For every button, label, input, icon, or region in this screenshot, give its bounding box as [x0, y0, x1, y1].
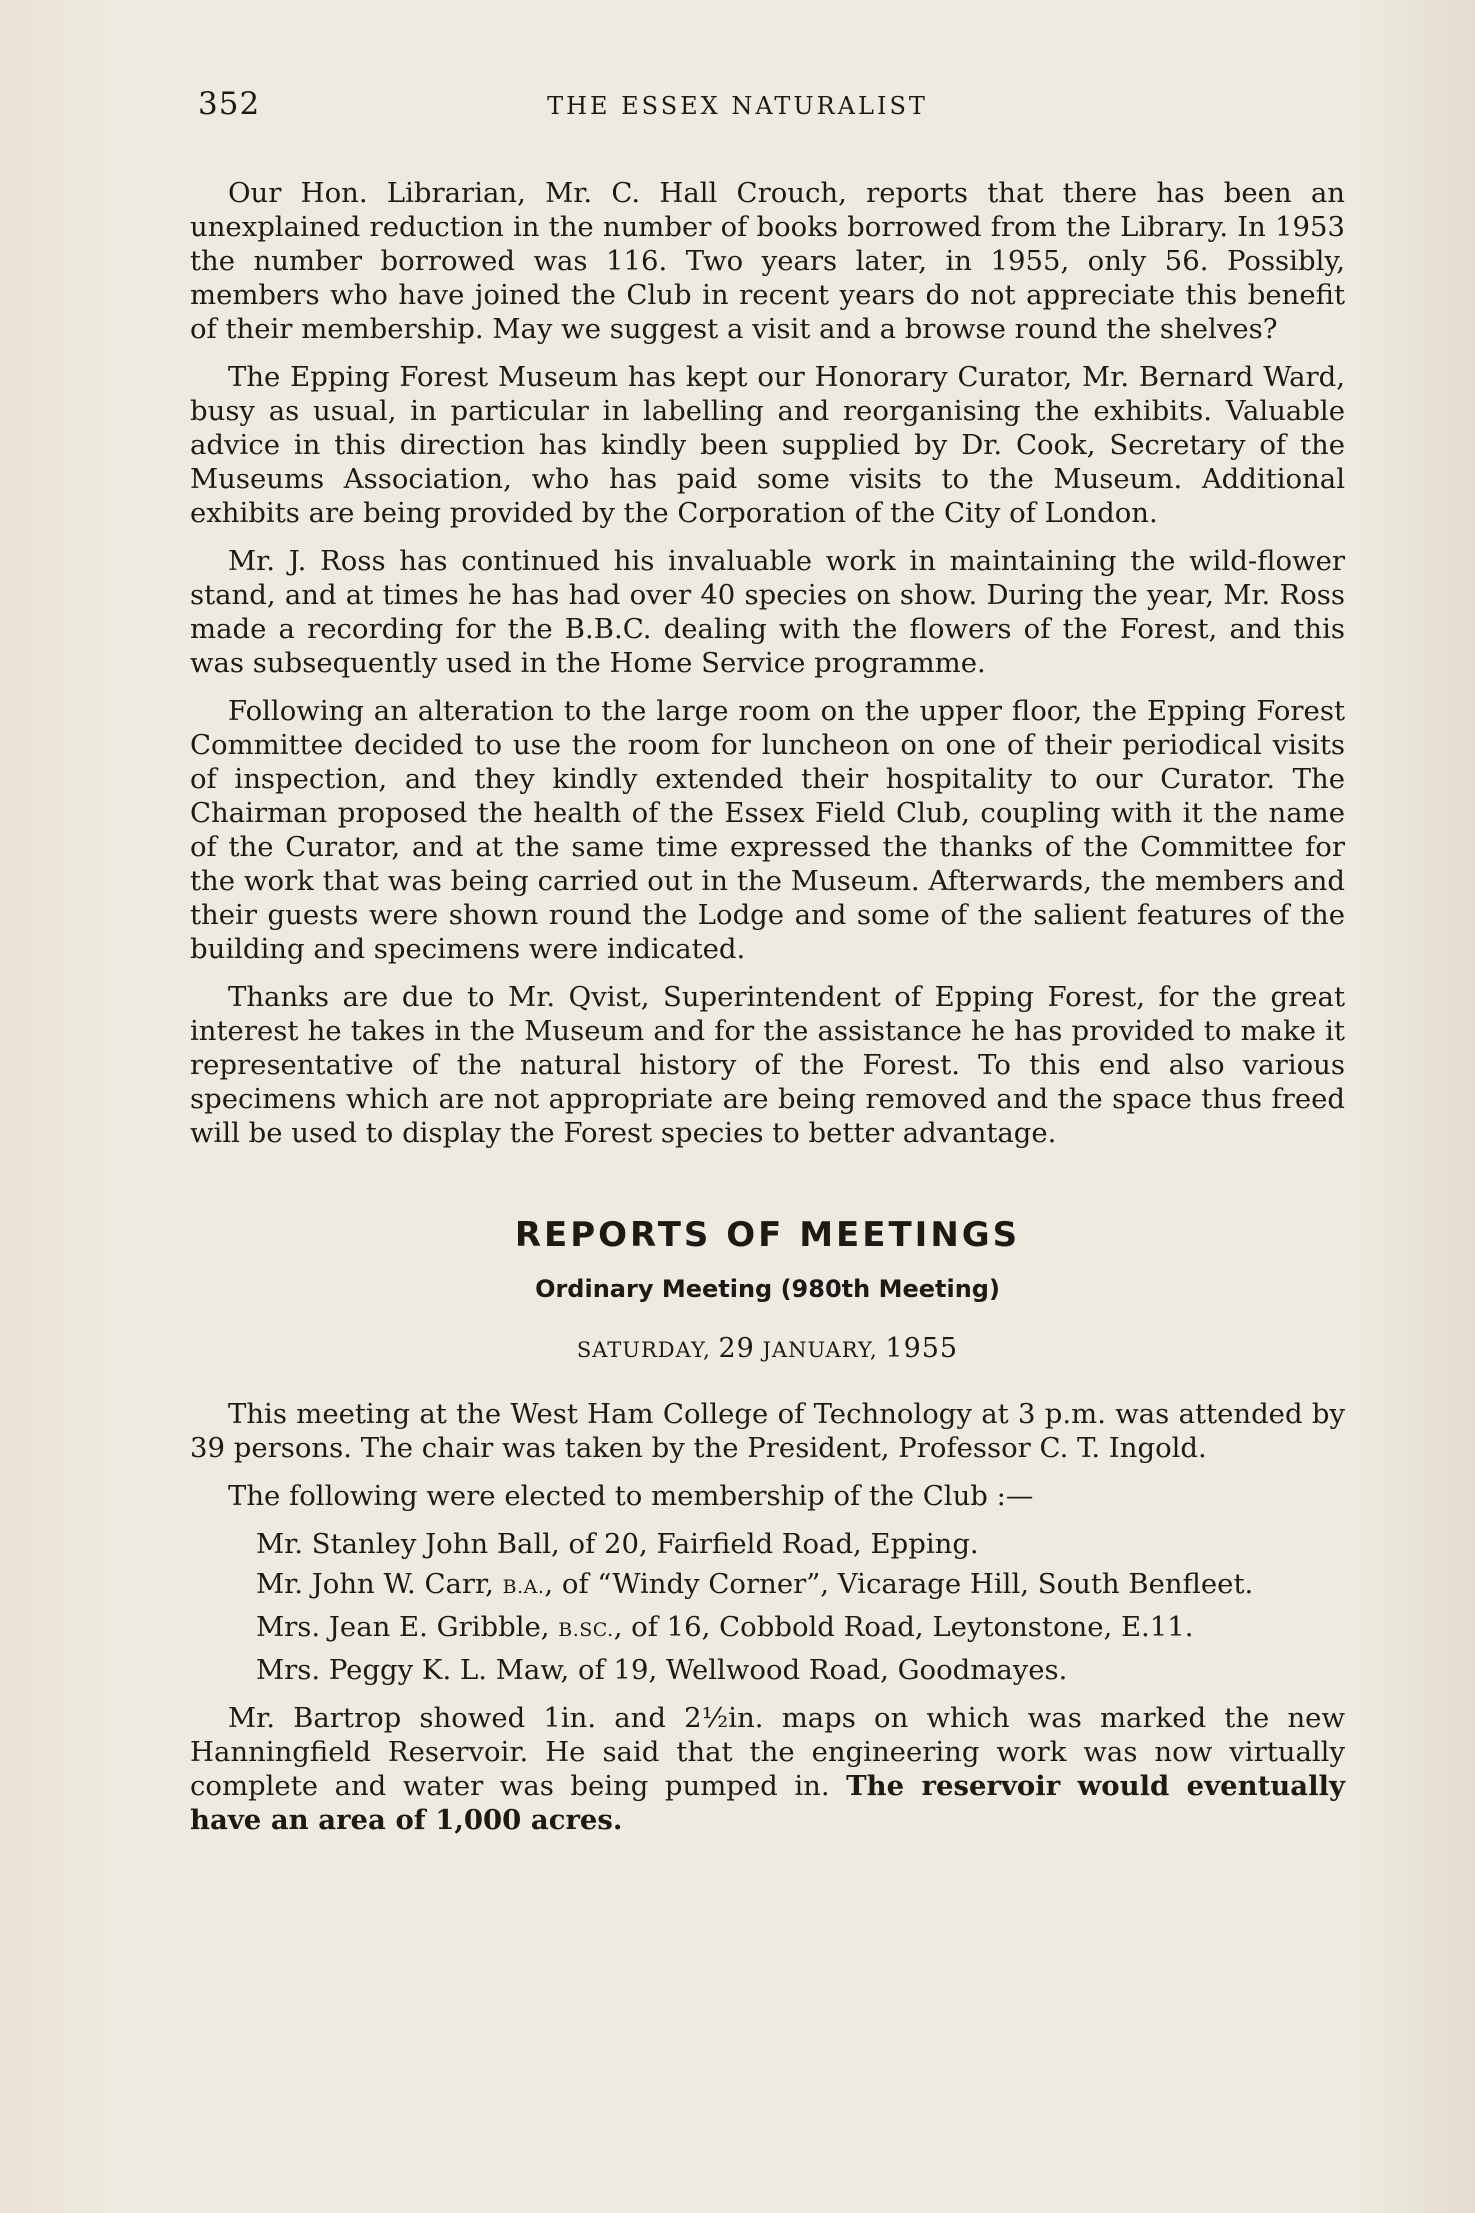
member-address: , of 16, Cobbold Road, Leytonstone, E.11. [613, 1611, 1194, 1643]
paragraph-reservoir [190, 1701, 1345, 1837]
member-text: Mr. Stanley John Ball, of 20, Fairfield Road, Epping. [256, 1528, 979, 1560]
member-text: Mr. John W. Carr, [256, 1568, 503, 1600]
date-year: 1955 [885, 1333, 959, 1364]
meeting-title: Ordinary Meeting (980th Meeting) [535, 1275, 1000, 1303]
paragraph-thanks: Thanks are due to Mr. Qvist, Superintendent of Epping Forest, for the great interest he takes in the Museum and for the assistance he has provided to make it representative of the natural history of the Forest. To this end also various specimens which are not appropriate are being removed and the space thus freed will be used to display the Forest species to better advantage. [190, 981, 1345, 1149]
date-day: 29 [718, 1333, 755, 1364]
paragraph-luncheon: Following an alteration to the large room on the upper floor, the Epping Forest Committee decided to use the room for luncheon on one of their periodical visits of inspection, and they kindly extended their hospitality to our Curator. The Chairman proposed the health of the Essex Field Club, coupling with it the name of the Curator, and at the same time expressed the thanks of the Committee for the work that was being carried out in the Museum. Afterwards, the members and their guests were shown round the Lodge and some of the salient features of the building and specimens were indicated. [190, 695, 1345, 965]
section-title: REPORTS OF MEETINGS [514, 1215, 1021, 1255]
page-content [190, 176, 1345, 1851]
paragraph-museum: The Epping Forest Museum has kept our Honorary Curator, Mr. Bernard Ward, busy as usual, in particular in labelling and reorganising the exhibits. Valuable advice in this direction has kindly been supplied by Dr. Cook, Secretary of the Museums Association, who has paid some visits to the Museum. Additional exhibits are being provided by the Corporation of the City of London. [190, 361, 1345, 529]
member-address: , of “Windy Corner”, Vicarage Hill, South Benfleet. [544, 1568, 1254, 1600]
member-degree: B.SC. [558, 1619, 614, 1641]
member-text: Mrs. Jean E. Gribble, [256, 1611, 559, 1643]
date-weekday: SATURDAY, [576, 1338, 711, 1362]
paragraph-wildflower: Mr. J. Ross has continued his invaluable work in maintaining the wild-flower stand, and at times he has had over 40 species on show. During the year, Mr. Ross made a recording for the B.B.C. dealing with the flowers of the Forest, and this was subsequently used in the Home Service programme. [190, 545, 1345, 679]
reservoir-bold-text: The reservoir would eventually have an area of 1,000 acres. [190, 1770, 1345, 1836]
paragraph-library: Our Hon. Librarian, Mr. C. Hall Crouch, reports that there has been an unexplained reduction in the number of books borrowed from the Library. In 1953 the number borrowed was 116. Two years later, in 1955, only 56. Possibly, members who have joined the Club in recent years do not appreciate this benefit of their membership. May we suggest a visit and a browse round the shelves? [190, 177, 1345, 345]
running-title: THE ESSEX NATURALIST [547, 92, 928, 120]
member-list [190, 1527, 1345, 1687]
member-entry [190, 1527, 1345, 1561]
member-degree: B.A. [502, 1576, 545, 1598]
reservoir-text: Mr. Bartrop showed 1in. and 2½in. maps on which was marked the new Hanningfield Reservoir. He said that the engineering work was now virtually complete and water was being pumped in. [190, 1702, 1345, 1802]
date-month: JANUARY, [762, 1338, 878, 1362]
member-text: Mrs. Peggy K. L. Maw, of 19, Wellwood Road, Goodmayes. [256, 1654, 1068, 1686]
member-entry [190, 1567, 1345, 1604]
meeting-date [190, 1332, 1345, 1367]
paragraph-election-intro: The following were elected to membership of the Club :— [228, 1480, 1034, 1512]
member-entry [190, 1653, 1345, 1687]
paragraph-attendance: This meeting at the West Ham College of Technology at 3 p.m. was attended by 39 persons. The chair was taken by the President, Professor C. T. Ingold. [190, 1398, 1345, 1464]
page-number: 352 [198, 86, 261, 122]
member-entry [190, 1610, 1345, 1647]
